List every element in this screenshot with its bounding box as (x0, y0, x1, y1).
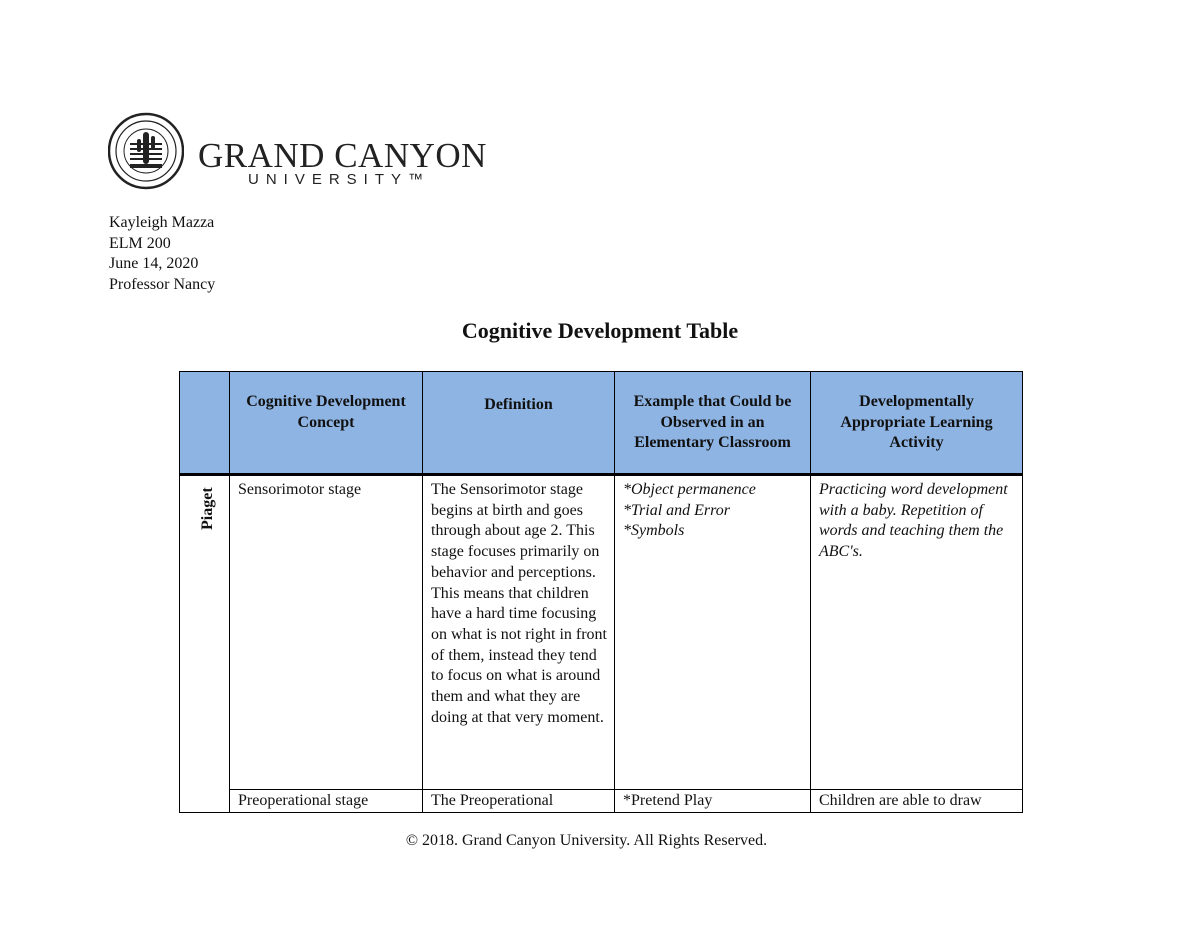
header-example: Example that Could be Observed in an Elementary Classroom (615, 372, 811, 475)
submission-date: June 14, 2020 (109, 255, 199, 273)
concept-cell: Sensorimotor stage (230, 475, 423, 790)
header-activity: Developmentally Appropriate Learning Activity (811, 372, 1023, 475)
theorist-label: Piaget (199, 487, 216, 530)
cognitive-development-table (179, 371, 1023, 813)
gcu-logo (108, 108, 488, 194)
table-header-row (180, 372, 1023, 475)
example-item: *Trial and Error (623, 501, 730, 519)
definition-cell: The Preoperational (423, 790, 615, 813)
professor-name: Professor Nancy (109, 276, 216, 294)
logo-wordmark: GRAND CANYON (198, 136, 487, 175)
activity-cell: Practicing word development with a baby. Repetition of words and teaching them the ABC's. (811, 475, 1023, 790)
table-row (180, 790, 1023, 813)
student-name: Kayleigh Mazza (109, 214, 215, 231)
example-item: *Object permanence (623, 481, 756, 498)
page-title: Cognitive Development Table (461, 318, 739, 343)
header-concept: Cognitive Development Concept (230, 372, 423, 475)
header-definition: Definition (423, 372, 615, 475)
course-code: ELM 200 (109, 234, 171, 252)
example-cell (615, 475, 811, 790)
logo-subtitle: UNIVERSITY™ (248, 171, 431, 188)
header-theorist (180, 372, 230, 475)
copyright-footer: © 2018. Grand Canyon University. All Rights Reserved. (405, 832, 768, 849)
activity-cell: Children are able to draw (811, 790, 1023, 813)
theorist-cell (180, 475, 230, 813)
table-row (180, 475, 1023, 790)
definition-cell: The Sensorimotor stage begins at birth and goes through about age 2. This stage focuses primarily on behavior and perceptions. This means that children have a hard time focusing on what is not right in front of them, instead they tend to focus on what is around them and what they are doing at that very moment. (423, 475, 615, 790)
university-seal-icon (108, 108, 184, 194)
example-cell: *Pretend Play (615, 790, 811, 813)
student-info (109, 213, 215, 296)
concept-cell: Preoperational stage (230, 790, 423, 813)
example-item: *Symbols (623, 522, 685, 540)
